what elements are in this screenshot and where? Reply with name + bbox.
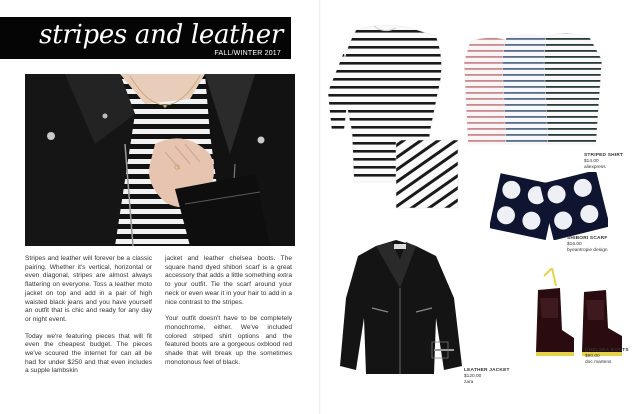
product-price: $16.00 [567,242,582,247]
product-store: doc martens [585,360,612,365]
article-paragraph: Your outfit doesn't have to be completely monochrome, either. We've included colored striped shirt options and the featured boots are a gorgeous oxblood red shade that will break up the sometimes monotonous feel of black. [165,315,292,366]
shibori-scarf-image [490,172,608,245]
lifestyle-photo [25,74,295,246]
article-column-1 [25,255,152,384]
page-title: stripes and leather [39,20,283,50]
title-bar [0,17,291,59]
chelsea-boots-caption [585,348,629,366]
article-paragraph: Stripes and leather will forever be a classic pairing. Whether it's vertical, horizontal or even diagonal, stripes are almost always flattering on everyone. Toss a leather moto jacket on top and add in a pair of high waisted black jeans and you have yourself an outfit that is chic and ready for any day or night event. [25,255,152,323]
product-name: STRIPED SHIRT [584,153,624,158]
product-store: byeantropie design [567,248,608,253]
striped-shirt-image [326,22,464,217]
shibori-scarf-caption [567,236,608,254]
product-store: zara [464,380,474,385]
striped-shirt-caption [584,153,623,171]
article-paragraph: Today we're featuring pieces that will fit even the cheapest budget. The pieces we've scoured the internet for can all be had for under $250 and that even includes a supple lambskin [25,332,152,375]
page-gutter [319,0,321,414]
product-price: $120.00 [464,374,482,379]
product-name: LEATHER JACKET [464,368,510,373]
product-name: CHELSEA BOOTS [585,348,629,353]
article-paragraph: jacket and leather chelsea boots. The square hand dyed shibori scarf is a great accessory that adds a little something extra to your outfit. Tie the scarf around your neck or even wear it in your hair to add in a nice contrast to the stripes. [165,255,292,306]
product-price: $90.00 [585,354,600,359]
article-column-2 [165,255,292,375]
product-name: SHIBORI SCARF [567,236,608,241]
leather-jacket-image [336,238,466,383]
product-price: $14.00 [584,159,599,164]
striped-shirt-colors-image [462,32,612,155]
leather-jacket-caption [464,368,510,386]
product-store: aliexpress [584,165,606,170]
season-label: FALL/WINTER 2017 [214,50,281,57]
